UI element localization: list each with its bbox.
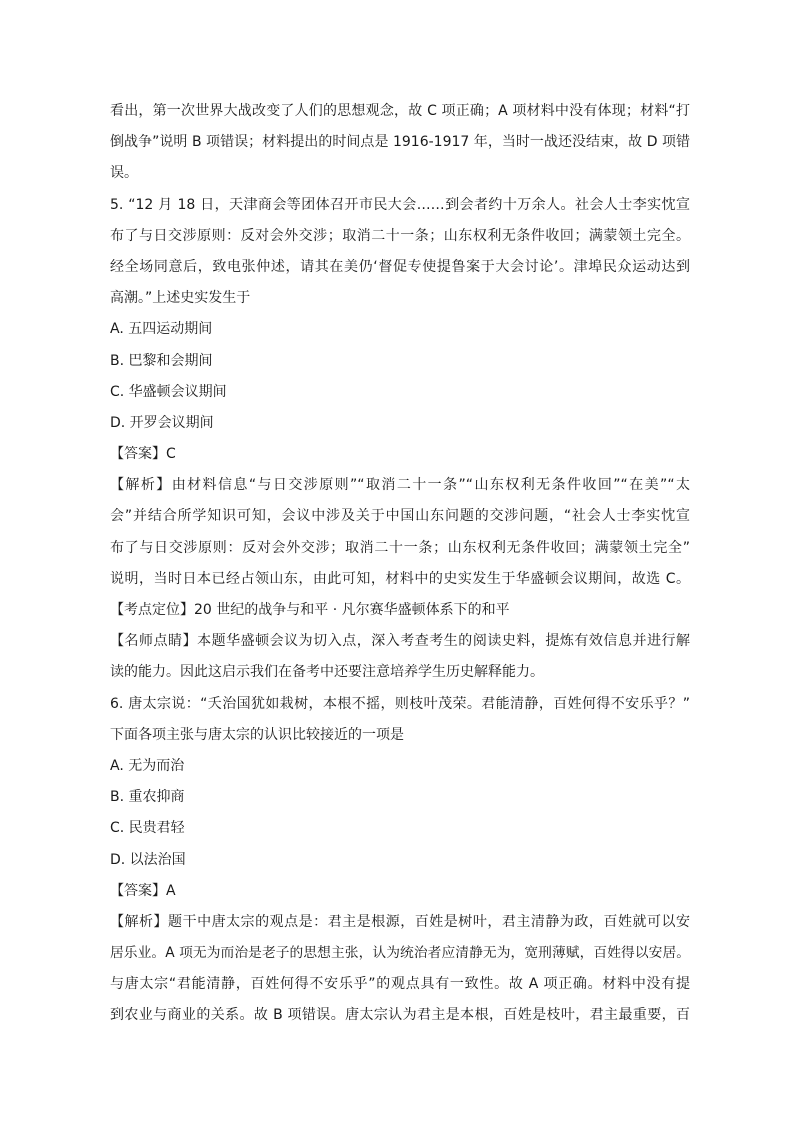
- question-5-teacher-note: 【名师点睛】本题华盛顿会议为切入点，深入考查考生的阅读史料，提炼有效信息并进行解: [110, 633, 690, 650]
- question-5-option-a: A. 五四运动期间: [110, 321, 213, 338]
- text-line-2: 倒战争”说明 B 项错误；材料提出的时间点是 1916-1917 年，当时一战还没结束，故 D 项错: [110, 134, 690, 151]
- question-5-analysis-line-2: 会”并结合所学知识可知，会议中涉及关于中国山东问题的交涉问题，“社会人士李实忱宣: [110, 508, 690, 525]
- question-5-teacher-note-line-2: 读的能力。因此这启示我们在备考中还要注意培养学生历史解释能力。: [110, 664, 544, 681]
- question-6-option-a: A. 无为而治: [110, 757, 185, 774]
- question-5-stem-line-3: 经全场同意后，致电张仲述，请其在美仍‘督促专使提鲁案于大会讨论’。津埠民众运动达到: [110, 258, 690, 275]
- question-5-analysis: 【解析】由材料信息“与日交涉原则”“取消二十一条”“山东权利无条件收回”“在美”“太: [110, 477, 690, 494]
- question-6-option-d: D. 以法治国: [110, 851, 186, 868]
- question-6-stem: 6. 唐太宗说：“夭治国犹如栽树，本根不摇，则枝叶茂荣。君能清静，百姓何得不安乐乎？”: [110, 695, 690, 712]
- question-6-analysis-line-2: 居乐业。A 项无为而治是老子的思想主张，认为统治者应清静无为，宽刑薄赋，百姓得以安居。: [110, 945, 690, 962]
- question-5-topic: 【考点定位】20 世纪的战争与和平 · 凡尔赛华盛顿体系下的和平: [110, 602, 510, 618]
- question-6-analysis-line-4: 到农业与商业的关系。故 B 项错误。唐太宗认为君主是本根，百姓是枝叶，君主最重要，百: [110, 1007, 690, 1024]
- question-6-answer: 【答案】A: [110, 882, 176, 899]
- question-5-answer: 【答案】C: [110, 446, 176, 463]
- question-5-option-c: C. 华盛顿会议期间: [110, 383, 227, 400]
- text-line-3: 误。: [110, 165, 138, 182]
- question-5-option-b: B. 巴黎和会期间: [110, 352, 213, 369]
- question-6-option-b: B. 重农抑商: [110, 789, 185, 806]
- question-6-analysis-line-3: 与唐太宗“君能清静，百姓何得不安乐乎”的观点具有一致性。故 A 项正确。材料中没有提: [110, 976, 690, 993]
- question-6-analysis: 【解析】题干中唐太宗的观点是：君主是根源，百姓是树叶，君主清静为政，百姓就可以安: [110, 913, 690, 930]
- question-5-stem-line-2: 布了与日交涉原则：反对会外交涉；取消二十一条；山东权利无条件收回；满蒙领土完全。: [110, 227, 690, 244]
- text-line-1: 看出，第一次世界大战改变了人们的思想观念，故 C 项正确；A 项材料中没有体现；材料“打: [110, 103, 690, 119]
- document-page: [110, 96, 690, 1032]
- question-5-stem: 5. “12 月 18 日，天津商会等团体召开市民大会……到会者约十万余人。社会人士李实忱宣: [110, 196, 690, 213]
- question-5-stem-line-4: 高潮。”上述史实发生于: [110, 290, 251, 307]
- question-6-option-c: C. 民贵君轻: [110, 820, 185, 837]
- question-5-option-d: D. 开罗会议期间: [110, 414, 214, 431]
- question-5-analysis-line-4: 说明，当时日本已经占领山东，由此可知，材料中的史实发生于华盛顿会议期间，故选 C。: [110, 570, 690, 587]
- question-6-stem-line-2: 下面各项主张与唐太宗的认识比较接近的一项是: [110, 726, 404, 743]
- question-5-analysis-line-3: 布了与日交涉原则：反对会外交涉；取消二十一条；山东权利无条件收回；满蒙领土完全”: [110, 539, 690, 556]
